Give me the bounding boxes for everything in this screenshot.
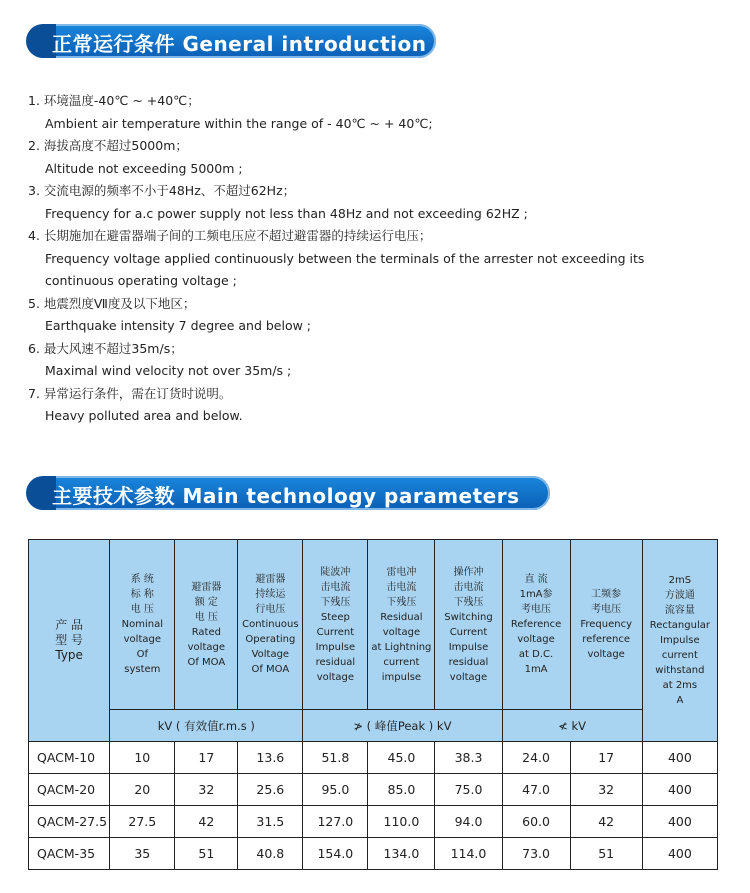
value-cell: 110.0 [368, 806, 435, 838]
parameters-table [28, 539, 718, 870]
unit-cell: kV ( 有效值r.m.s ) [110, 710, 303, 742]
model-cell: QACM-35 [29, 838, 110, 870]
condition-zh: 7. 异常运行条件，需在订货时说明。 [28, 385, 232, 401]
value-cell: 45.0 [368, 742, 435, 774]
value-cell: 51 [570, 838, 642, 870]
table-row [29, 742, 718, 774]
value-cell: 32 [570, 774, 642, 806]
value-cell: 17 [175, 742, 238, 774]
header-cell: 直 流 1mA参 考电压 Reference voltage at D.C. 1mA [502, 540, 570, 710]
value-cell: 27.5 [110, 806, 175, 838]
section-title: 正常运行条件 General introduction [52, 32, 427, 56]
condition-zh: 4. 长期施加在避雷器端子间的工频电压应不超过避雷器的持续运行电压； [28, 228, 432, 243]
value-cell: 95.0 [303, 774, 368, 806]
condition-zh: 3. 交流电源的频率不小于48Hz、不超过62Hz； [28, 183, 296, 198]
value-cell: 73.0 [502, 838, 570, 870]
value-cell: 94.0 [435, 806, 502, 838]
header-cell: 产 品 型 号 Type [29, 540, 110, 742]
value-cell: 85.0 [368, 774, 435, 806]
value-cell: 127.0 [303, 806, 368, 838]
condition-en: Ambient air temperature within the range of - 40℃ ~ + 40℃; [45, 115, 433, 131]
value-cell: 10 [110, 742, 175, 774]
unit-cell: ≯ ( 峰值Peak ) kV [303, 710, 502, 742]
table-row [29, 838, 718, 870]
value-cell: 42 [175, 806, 238, 838]
header-cell: 工频参 考电压 Frequency reference voltage [570, 540, 642, 710]
value-cell: 400 [642, 806, 717, 838]
value-cell: 60.0 [502, 806, 570, 838]
value-cell: 32 [175, 774, 238, 806]
value-cell: 38.3 [435, 742, 502, 774]
value-cell: 35 [110, 838, 175, 870]
header-cell: 避雷器 额 定 电 压 Rated voltage Of MOA [175, 540, 238, 710]
condition-en: Heavy polluted area and below. [45, 408, 243, 423]
condition-en: continuous operating voltage ; [45, 273, 237, 288]
unit-cell: ≮ kV [502, 710, 642, 742]
condition-en: Maximal wind velocity not over 35m/s ; [45, 363, 292, 378]
value-cell: 154.0 [303, 838, 368, 870]
value-cell: 51 [175, 838, 238, 870]
header-cell: 操作冲 击电流 下残压 Switching Current Impulse residual voltage [435, 540, 502, 710]
value-cell: 42 [570, 806, 642, 838]
condition-zh: 6. 最大风速不超过35m/s； [28, 340, 183, 356]
condition-zh: 1. 环境温度-40℃ ~ +40℃； [28, 93, 200, 108]
condition-en: Frequency voltage applied continuously between the terminals of the arrester not exceeding its [45, 250, 645, 266]
table-row [29, 806, 718, 838]
model-cell: QACM-20 [29, 774, 110, 806]
header-cell: 雷电冲 击电流 下残压 Residual voltage at Lightning current impulse [368, 540, 435, 710]
header-cell: 避雷器 持续运 行电压 Continuous Operating Voltage Of MOA [238, 540, 303, 710]
section-title: 主要技术参数 Main technology parameters [52, 484, 520, 508]
section-banner-parameters [28, 476, 550, 510]
conditions-list [28, 90, 728, 428]
value-cell: 114.0 [435, 838, 502, 870]
value-cell: 24.0 [502, 742, 570, 774]
value-cell: 20 [110, 774, 175, 806]
value-cell: 13.6 [238, 742, 303, 774]
value-cell: 400 [642, 774, 717, 806]
table-row [29, 774, 718, 806]
value-cell: 40.8 [238, 838, 303, 870]
value-cell: 51.8 [303, 742, 368, 774]
value-cell: 31.5 [238, 806, 303, 838]
section-banner-general [28, 24, 436, 58]
model-cell: QACM-10 [29, 742, 110, 774]
condition-en: Frequency for a.c power supply not less than 48Hz and not exceeding 62HZ ; [45, 205, 528, 221]
value-cell: 75.0 [435, 774, 502, 806]
condition-en: Earthquake intensity 7 degree and below ; [45, 318, 312, 333]
condition-zh: 5. 地震烈度Ⅶ度及以下地区； [28, 295, 196, 311]
value-cell: 400 [642, 742, 717, 774]
header-cell: 陡波冲 击电流 下残压 Steep Current Impulse residual voltage [303, 540, 368, 710]
header-cell: 2mS 方波通 流容量 Rectangular Impulse current withstand at 2ms A [642, 540, 717, 742]
header-cell: 系 统 标 称 电 压 Nominal voltage Of system [110, 540, 175, 710]
value-cell: 17 [570, 742, 642, 774]
condition-en: Altitude not exceeding 5000m ; [45, 160, 243, 176]
value-cell: 47.0 [502, 774, 570, 806]
value-cell: 25.6 [238, 774, 303, 806]
condition-zh: 2. 海拔高度不超过5000m； [28, 138, 188, 153]
model-cell: QACM-27.5 [29, 806, 110, 838]
value-cell: 134.0 [368, 838, 435, 870]
value-cell: 400 [642, 838, 717, 870]
